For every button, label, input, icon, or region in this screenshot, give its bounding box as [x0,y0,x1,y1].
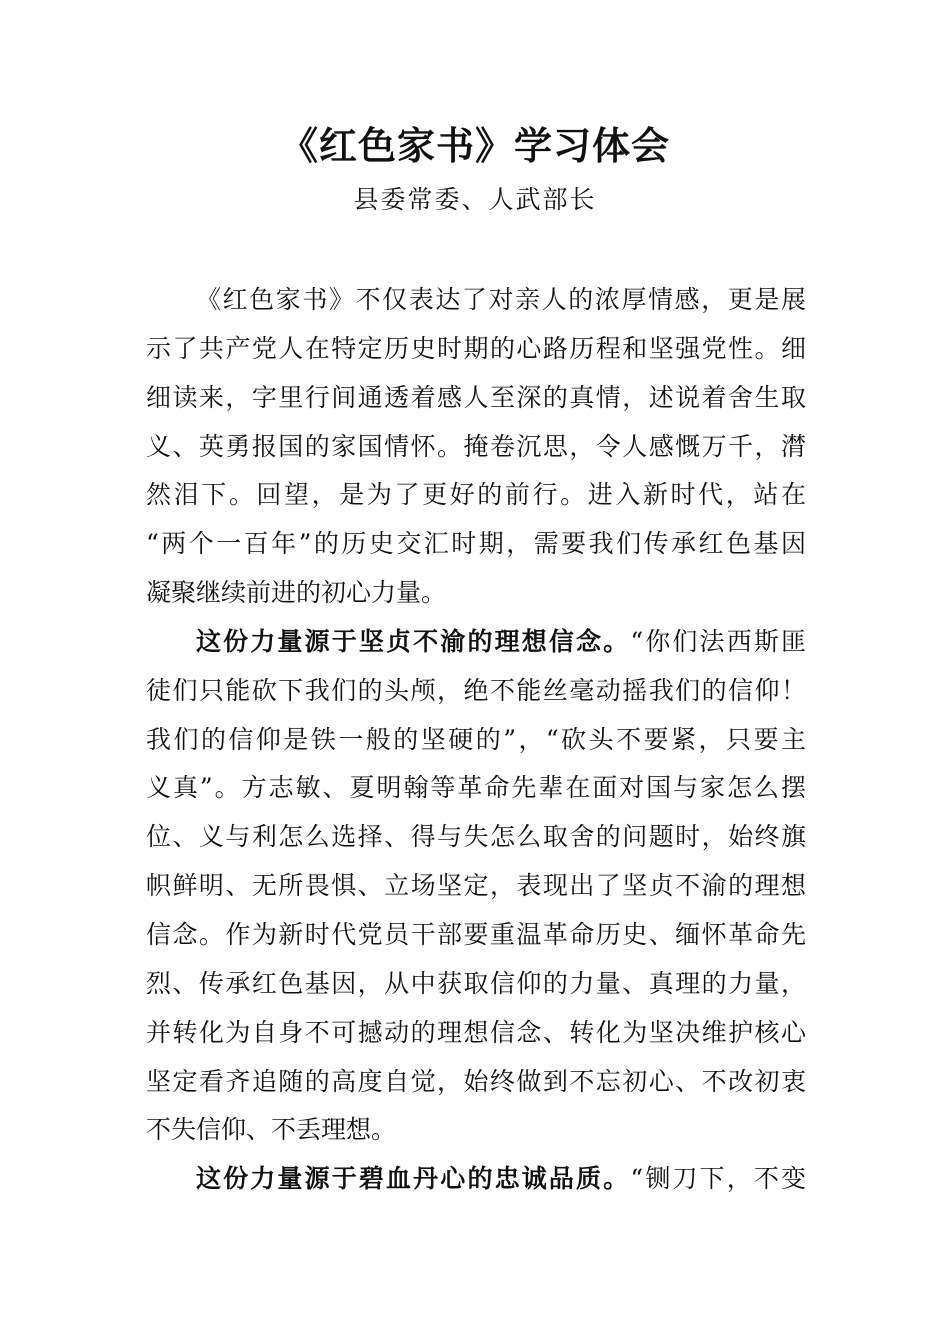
paragraph-1-line: 细读来，字里行间通透着感人至深的真情，述说着舍生取 [146,382,806,412]
document-body [146,276,806,1204]
paragraph-2-line: 不失信仰、不丢理想。 [146,1115,397,1145]
paragraph-2-line: 位、义与利怎么选择、得与失怎么取舍的问题时，始终旗 [146,822,806,852]
paragraph-1-line: 然泪下。回望，是为了更好的前行。进入新时代，站在 [146,480,806,510]
paragraph-2-line: 我们的信仰是铁一般的坚硬的”，“砍头不要紧，只要主 [146,724,806,754]
paragraph-2-first-line [146,618,806,667]
paragraph-1-line: 示了共产党人在特定历史时期的心路历程和坚强党性。细 [146,333,806,363]
paragraph-3-first-line-text: “铡刀下，不变 [630,1164,806,1194]
paragraph-3-first-line [146,1155,806,1204]
paragraph-2-line: 并转化为自身不可撼动的理想信念、转化为坚决维护核心 [146,1017,806,1047]
paragraph-1-line: “两个一百年”的历史交汇时期，需要我们传承红色基因 [146,529,806,559]
paragraph-2-line: 帜鲜明、无所畏惧、立场坚定，表现出了坚贞不渝的理想 [146,871,806,901]
paragraph-2-line: 信念。作为新时代党员干部要重温革命历史、缅怀革命先 [146,919,806,949]
paragraph-2-first-line-text: “你们法西斯匪 [630,626,806,656]
document-subtitle: 县委常委、人武部长 [353,185,597,214]
paragraph-2-line: 烈、传承红色基因，从中获取信仰的力量、真理的力量， [146,968,806,998]
paragraph-1-line: 《红色家书》不仅表达了对亲人的浓厚情感，更是展 [196,285,806,314]
paragraph-1-line: 凝聚继续前进的初心力量。 [146,578,447,608]
paragraph-2-line: 义真”。方志敏、夏明翰等革命先辈在面对国与家怎么摆 [146,773,806,803]
section-heading: 这份力量源于坚贞不渝的理想信念。 [196,626,631,656]
paragraph-1-line: 义、英勇报国的家国情怀。掩卷沉思，令人感慨万千，潸 [146,431,806,461]
section-heading: 这份力量源于碧血丹心的忠诚品质。 [196,1164,631,1194]
document-title: 《红色家书》学习体会 [279,123,670,168]
paragraph-2-line: 徒们只能砍下我们的头颅，绝不能丝毫动摇我们的信仰！ [146,675,806,705]
paragraph-2-line: 坚定看齐追随的高度自觉，始终做到不忘初心、不改初衷 [146,1066,806,1096]
